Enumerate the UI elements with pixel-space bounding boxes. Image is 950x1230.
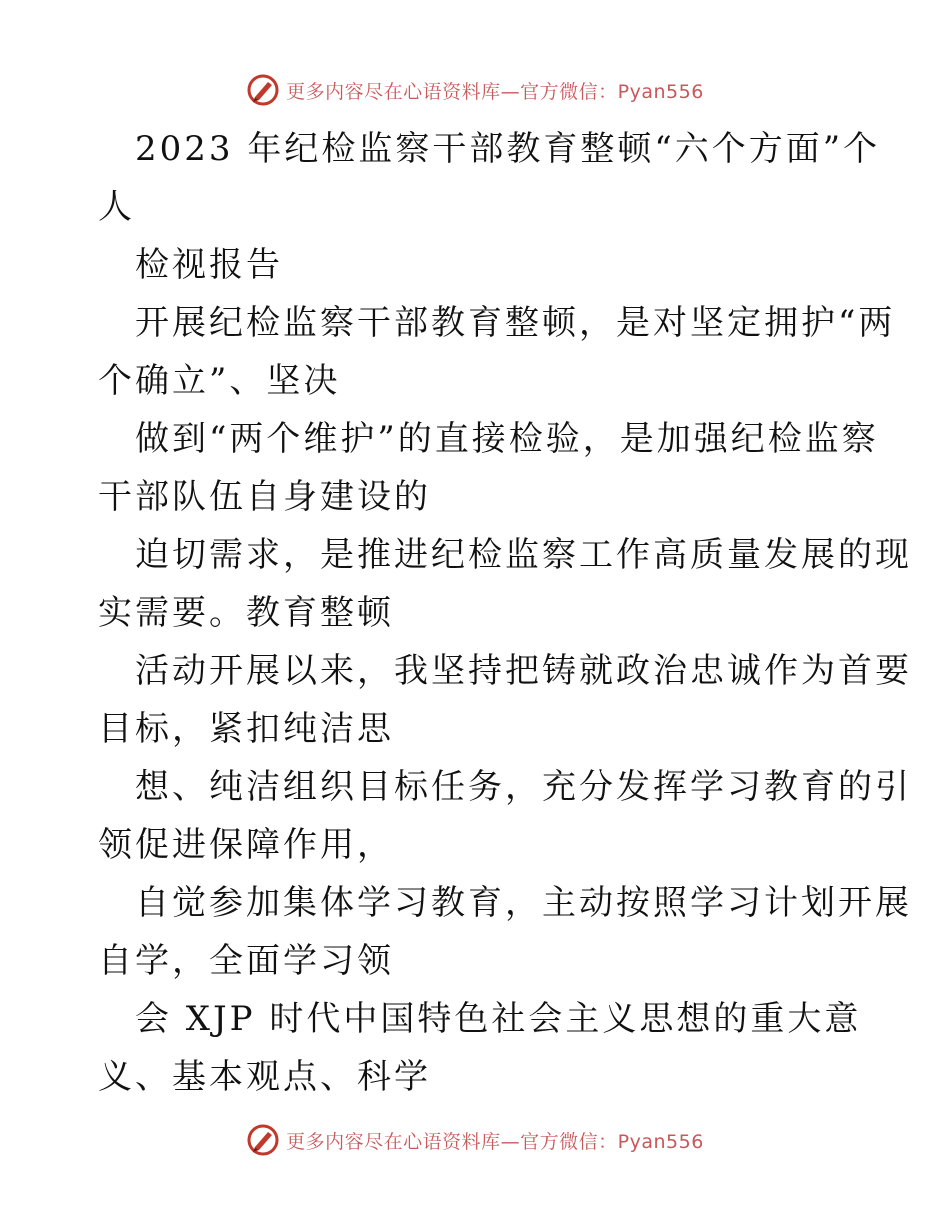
text-line: 自觉参加集体学习教育，主动按照学习计划开展 — [135, 883, 912, 923]
text-line: 开展纪检监察干部教育整顿，是对坚定拥护“两 — [135, 303, 896, 343]
text-line: 目标，紧扣纯洁思 — [98, 709, 394, 749]
text-line: 自学，全面学习领 — [98, 941, 394, 981]
text-line: 义、基本观点、科学 — [98, 1057, 431, 1097]
text-line: 想、纯洁组织目标任务，充分发挥学习教育的引 — [135, 767, 912, 807]
text-line: 2023 年纪检监察干部教育整顿“六个方面”个 — [135, 129, 881, 169]
pen-logo-icon — [246, 1123, 280, 1157]
text-line: 个确立”、坚决 — [98, 361, 341, 401]
text-line: 活动开展以来，我坚持把铸就政治忠诚作为首要 — [135, 651, 912, 691]
watermark-text: 更多内容尽在心语资料库—官方微信：Pyan556 — [286, 80, 704, 103]
text-line: 会 XJP 时代中国特色社会主义思想的重大意 — [135, 999, 862, 1039]
text-line: 检视报告 — [135, 245, 283, 285]
watermark-header — [0, 70, 950, 110]
text-line: 迫切需求，是推进纪检监察工作高质量发展的现 — [135, 535, 912, 575]
watermark-text: 更多内容尽在心语资料库—官方微信：Pyan556 — [286, 1130, 704, 1153]
text-line: 实需要。教育整顿 — [98, 593, 394, 633]
pen-logo-icon — [246, 73, 280, 107]
text-line: 领促进保障作用， — [98, 825, 394, 865]
text-line: 做到“两个维护”的直接检验，是加强纪检监察 — [135, 419, 879, 459]
text-line: 人 — [98, 187, 135, 227]
watermark-footer — [0, 1120, 950, 1160]
text-line: 干部队伍自身建设的 — [98, 477, 431, 517]
document-body — [98, 120, 912, 1106]
